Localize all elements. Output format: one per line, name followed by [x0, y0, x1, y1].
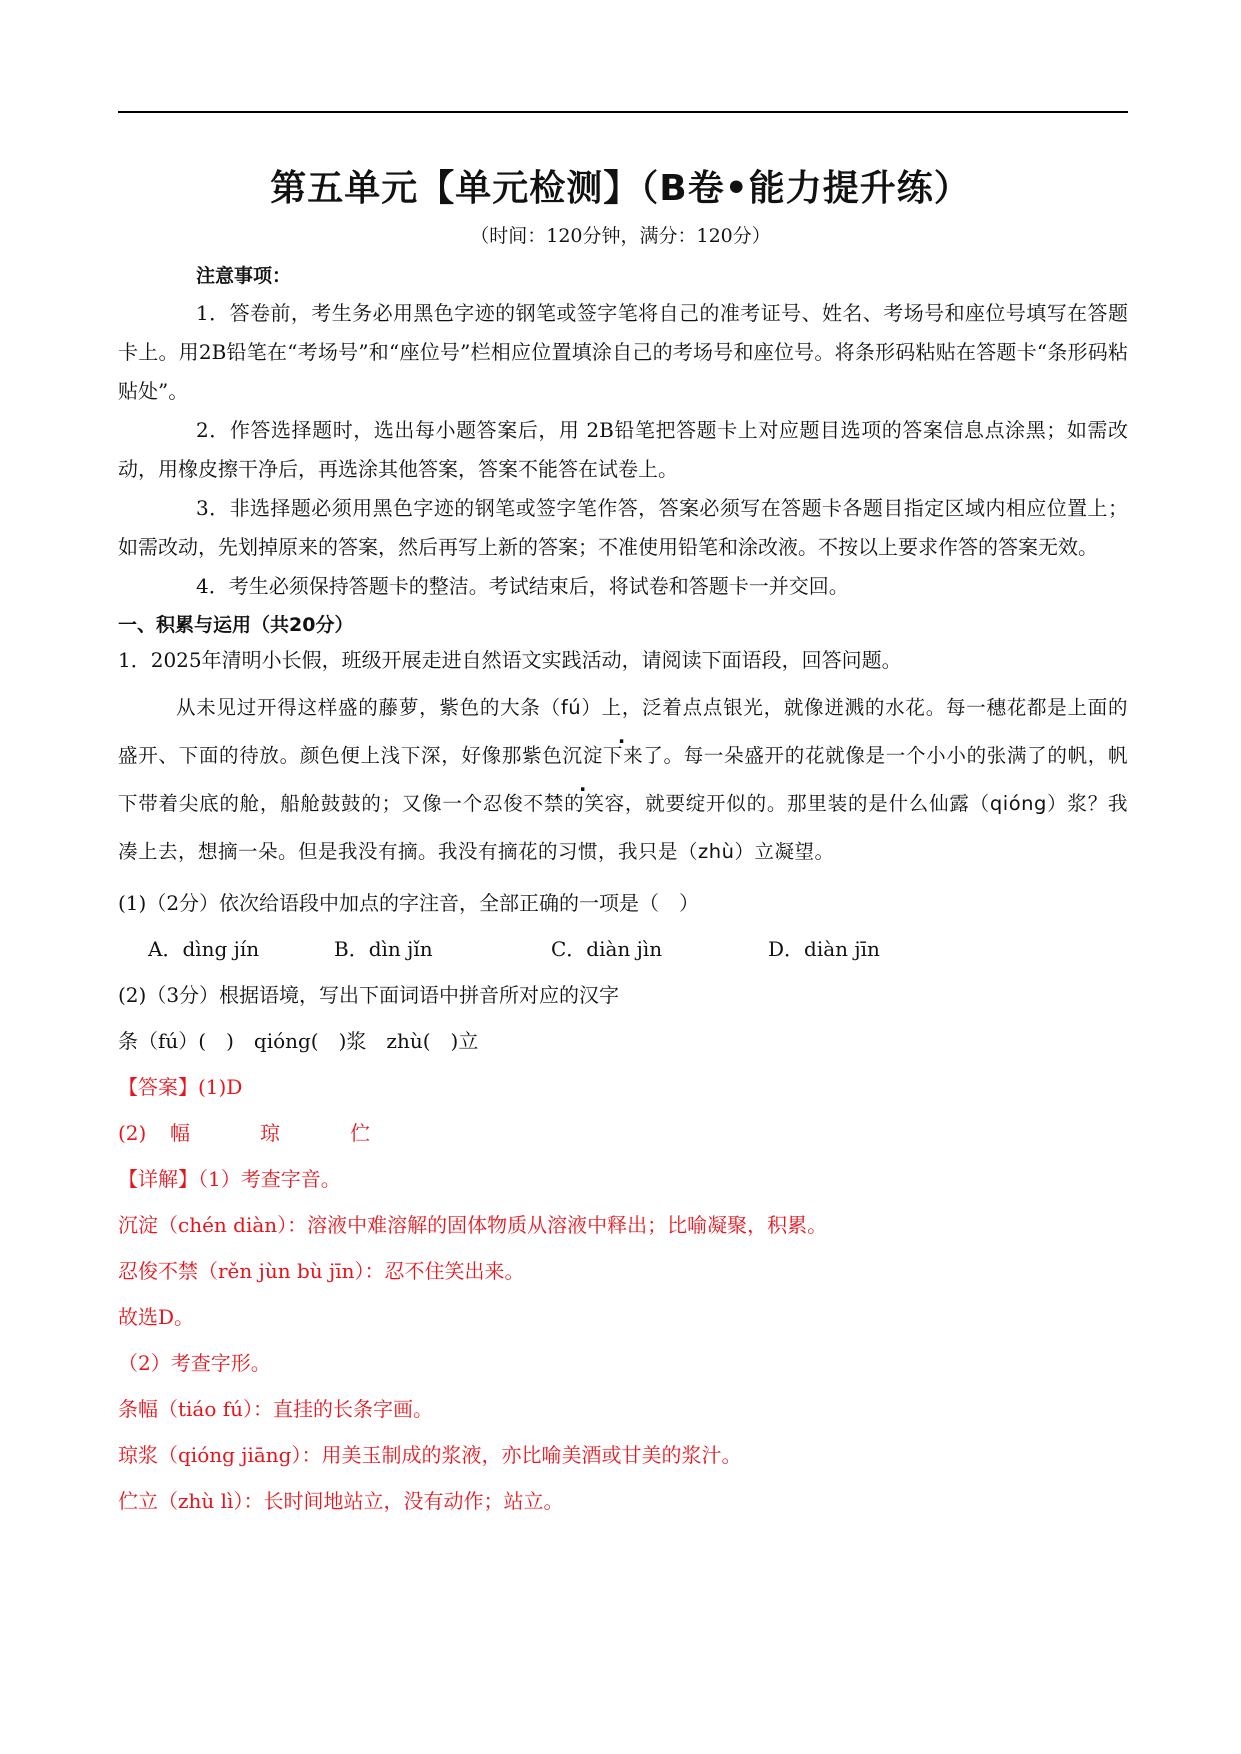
answer-2-label: (2) — [118, 1121, 147, 1145]
option-d: D．diàn jīn — [768, 937, 880, 961]
explanation-item: 忍俊不禁（rěn jùn bù jīn）：忍不住笑出来。 — [118, 1259, 525, 1283]
notice-item: 4．考生必须保持答题卡的整洁。考试结束后，将试卷和答题卡一并交回。 — [196, 574, 849, 598]
explanation-item: 沉淀（chén diàn）：溶液中难溶解的固体物质从溶液中释出；比喻凝聚，积累。 — [118, 1213, 828, 1237]
explanation-item: 琼浆（qióng jiāng）：用美玉制成的浆液，亦比喻美酒或甘美的浆汁。 — [118, 1443, 742, 1467]
explanation-item: 故选D。 — [118, 1305, 195, 1329]
explain-part-1: （1）考查字音。 — [198, 1167, 341, 1191]
option-c: C．diàn jìn — [551, 937, 663, 961]
reading-passage — [118, 684, 1128, 876]
exam-time-info: （时间：120分钟，满分：120分） — [470, 225, 771, 247]
passage-text: 的笑容，就要绽开似的。那里装的是什么仙露（qióng）浆？我凑上去，想摘一朵。但是我没有摘。我没有摘花的习惯，我只是（zhù）立凝望。 — [118, 792, 1128, 863]
dotted-char: 淀 — [582, 744, 603, 767]
page-title: 第五单元【单元检测】（B卷•能力提升练） — [270, 168, 971, 209]
answer-char: 琼 — [260, 1121, 280, 1145]
passage-text: 下来了。每一朵盛开的花就像是一个小小的张满了的帆，帆下带着尖底的舱，船舱鼓鼓的；又像一个忍俊不 — [118, 744, 1128, 815]
sub-question-1: (1)（2分）依次给语段中加点的字注音，全部正确的一项是（ ） — [118, 891, 700, 915]
option-a: A．dìng jín — [148, 937, 260, 961]
passage-text: 从未见过开得这样盛的藤萝，紫色的大条（fú）上，泛着点点银光，就像迸溅的水花。每一穗花都是上面的盛开、下面的待放。颜色便上浅下深，好像那紫色沉 — [118, 696, 1128, 767]
explain-line — [118, 1156, 1128, 1202]
answer-label: 【答案】 — [118, 1075, 198, 1099]
header-rule — [118, 111, 1128, 113]
explanation-item: （2）考查字形。 — [118, 1351, 271, 1375]
answer-line-2 — [118, 1110, 1128, 1156]
notice-item: 1．答卷前，考生务必用黑色字迹的钢笔或签字笔将自己的准考证号、姓名、考场号和座位号填写在答题卡上。用2B铅笔在“考场号”和“座位号”栏相应位置填涂自己的考场号和座位号。将条形码粘贴在答题卡“条形码粘贴处”。 — [118, 301, 1128, 403]
notice-list — [118, 294, 1128, 606]
answer-char: 伫 — [350, 1121, 370, 1145]
answer-1: (1)D — [198, 1075, 243, 1099]
answer-line-1 — [118, 1064, 1128, 1110]
sub-question-2-blanks: 条（fú）( ) qióng( )浆 zhù( )立 — [118, 1029, 479, 1053]
answer-char: 幅 — [170, 1121, 190, 1145]
explanation-item: 条幅（tiáo fú）：直挂的长条字画。 — [118, 1397, 434, 1421]
explanation-item: 伫立（zhù lì）：长时间地站立，没有动作；站立。 — [118, 1489, 564, 1513]
notice-item: 3．非选择题必须用黑色字迹的钢笔或签字笔作答，答案必须写在答题卡各题目指定区域内相应位置上；如需改动，先划掉原来的答案，然后再写上新的答案；不准使用铅笔和涂改液。不按以上要求作答的答案无效。 — [118, 496, 1128, 559]
notice-item: 2．作答选择题时，选出每小题答案后，用 2B铅笔把答题卡上对应题目选项的答案信息点涂黑；如需改动，用橡皮擦干净后，再选涂其他答案，答案不能答在试卷上。 — [118, 418, 1128, 481]
notice-heading: 注意事项： — [196, 265, 292, 287]
section-title: 一、积累与运用（共20分） — [118, 614, 354, 636]
sub-question-2: (2)（3分）根据语境，写出下面词语中拼音所对应的汉字 — [118, 983, 620, 1007]
explain-label: 【详解】 — [118, 1167, 198, 1191]
option-list — [118, 926, 1128, 972]
document-body — [118, 258, 1128, 1524]
question-stem: 1．2025年清明小长假，班级开展走进自然语文实践活动，请阅读下面语段，回答问题。 — [118, 648, 902, 672]
option-b: B．dìn jǐn — [334, 937, 433, 961]
dotted-char: 禁 — [543, 792, 565, 815]
